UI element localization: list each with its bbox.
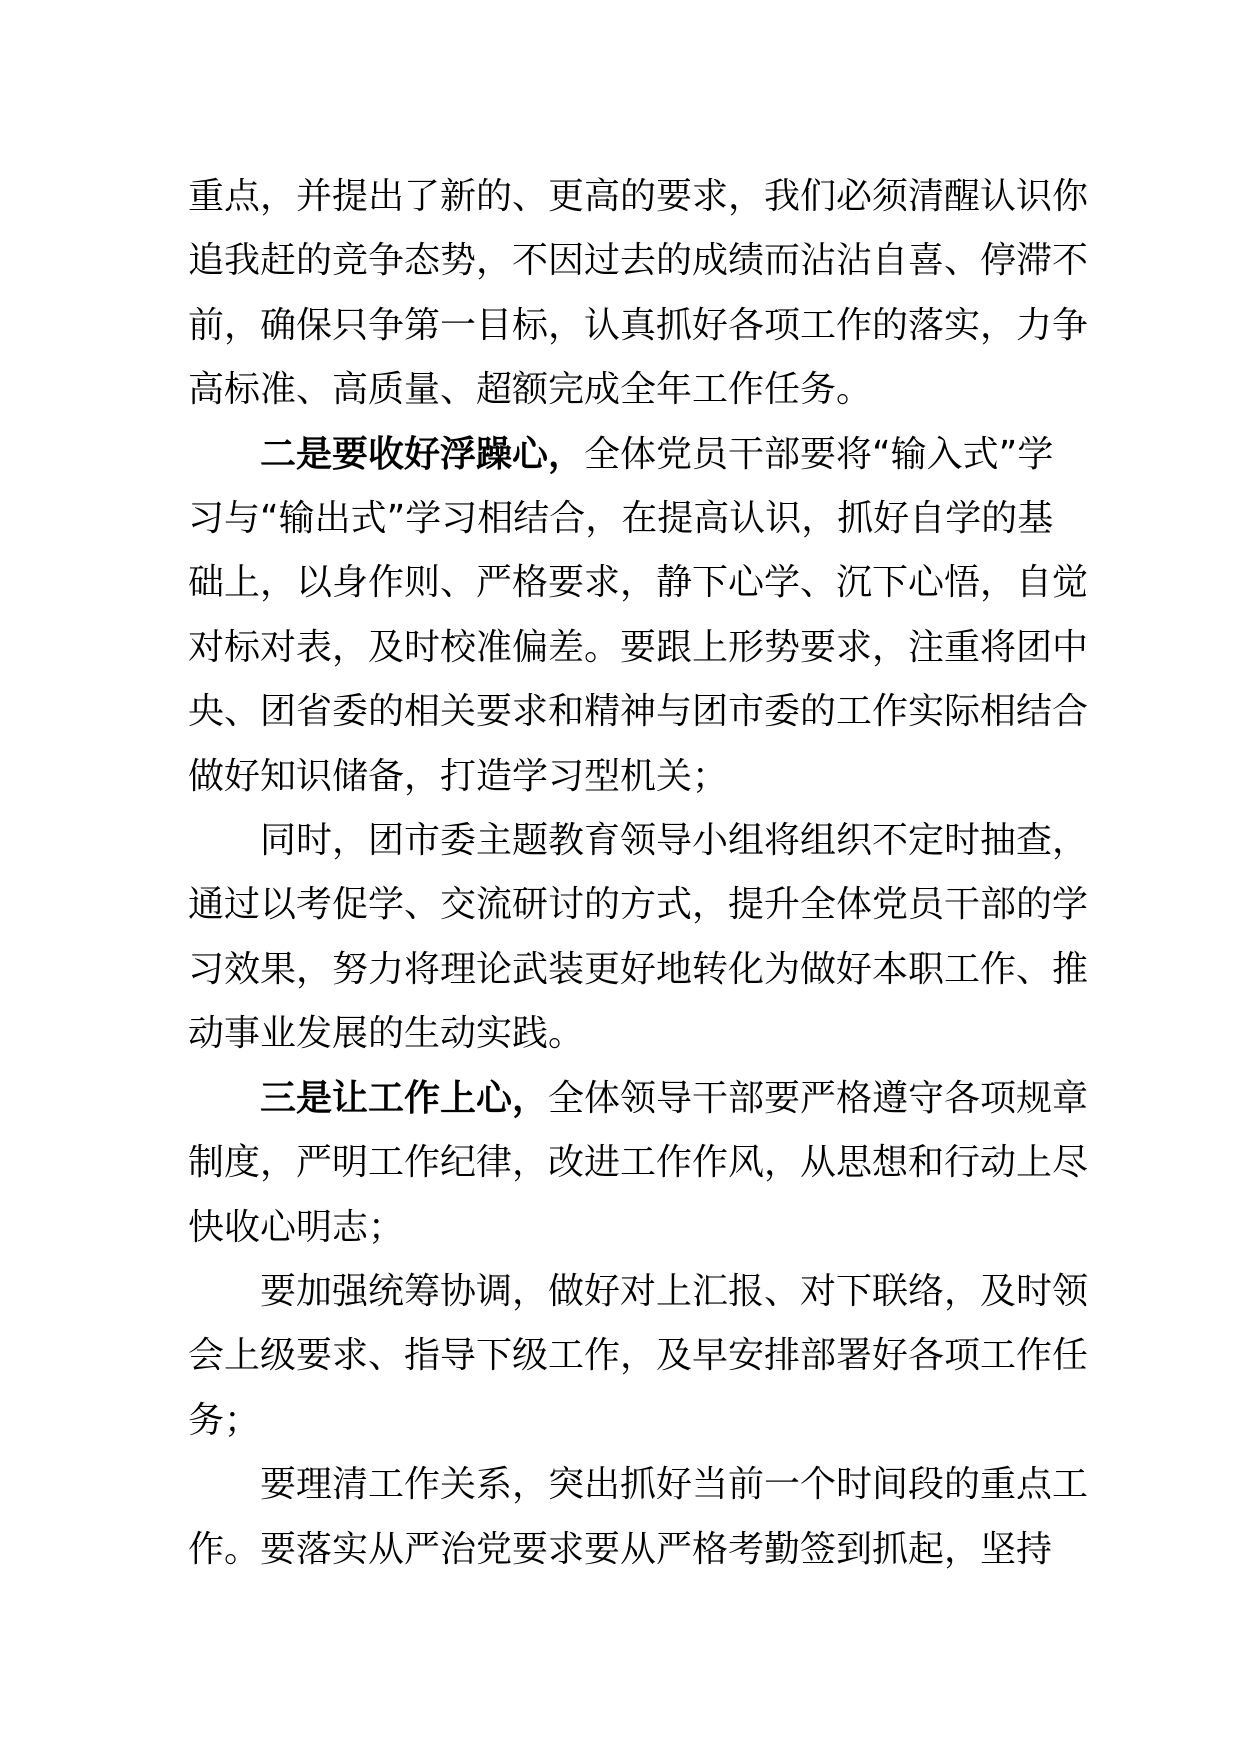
line-text: 动事业发展的生动实践。 — [188, 1013, 585, 1055]
line-text: 要理清工作关系，突出抓好当前一个时间段的重点工 — [260, 1464, 1089, 1506]
line-text: 央、团省委的相关要求和精神与团市委的工作实际相结合 — [188, 691, 1089, 733]
paragraph-line — [188, 551, 1089, 615]
paragraph-line — [188, 358, 1052, 422]
line-text: 会上级要求、指导下级工作，及早安排部署好各项工作任 — [188, 1335, 1089, 1377]
line-text: 制度，严明工作纪律，改进工作作风，从思想和行动上尽 — [188, 1142, 1089, 1184]
paragraph-line — [188, 616, 1089, 680]
paragraph-line — [188, 1260, 1089, 1324]
paragraph — [188, 1067, 1089, 1260]
line-text: 作。要落实从严治党要求要从严格考勤签到抓起，坚持 — [188, 1528, 1053, 1570]
paragraph-line — [188, 1196, 1052, 1260]
paragraph-line — [188, 1324, 1089, 1388]
line-text: 做好知识储备，打造学习型机关； — [188, 755, 729, 797]
line-text: 前，确保只争第一目标，认真抓好各项工作的落实，力争 — [188, 304, 1089, 346]
paragraph-line — [188, 1389, 1052, 1453]
paragraph-line — [188, 229, 1089, 293]
paragraph-line — [188, 873, 1089, 937]
line-text: 追我赶的竞争态势，不因过去的成绩而沾沾自喜、停滞不 — [188, 240, 1089, 282]
line-text: 通过以考促学、交流研讨的方式，提升全体党员干部的学 — [188, 884, 1089, 926]
paragraph-line — [188, 1067, 1089, 1131]
document-body — [188, 165, 1089, 1582]
line-text: 础上，以身作则、严格要求，静下心学、沉下心悟，自觉 — [188, 562, 1089, 604]
line-text: 全体党员干部要将“输入式”学 — [584, 433, 1054, 475]
line-text: 务； — [188, 1399, 261, 1441]
line-text: 重点，并提出了新的、更高的要求，我们必须清醒认识你 — [188, 176, 1089, 217]
line-text: 习效果，努力将理论武装更好地转化为做好本职工作、推 — [188, 948, 1089, 990]
paragraph-lead-heading: 二是要收好浮躁心， — [260, 433, 585, 475]
paragraph-line — [188, 1131, 1089, 1195]
line-text: 快收心明志； — [188, 1206, 405, 1248]
line-text: 要加强统筹协调，做好对上汇报、对下联络，及时领 — [260, 1270, 1089, 1312]
paragraph-line — [188, 487, 1052, 551]
paragraph-line — [188, 423, 1052, 487]
line-text: 同时，团市委主题教育领导小组将组织不定时抽查， — [260, 820, 1089, 862]
line-text: 高标准、高质量、超额完成全年工作任务。 — [188, 369, 873, 411]
line-text: 全体领导干部要严格遵守各项规章 — [548, 1077, 1089, 1119]
paragraph-line — [188, 680, 1089, 744]
paragraph — [188, 423, 1089, 809]
paragraph — [188, 1453, 1089, 1582]
line-text: 对标对表，及时校准偏差。要跟上形势要求，注重将团中 — [188, 626, 1089, 668]
paragraph-line — [188, 294, 1089, 358]
paragraph — [188, 1260, 1089, 1453]
paragraph-line — [188, 745, 1052, 809]
paragraph — [188, 809, 1089, 1067]
paragraph-line — [188, 938, 1089, 1002]
paragraph-line — [188, 1518, 1052, 1582]
line-text: 习与“输出式”学习相结合，在提高认识，抓好自学的基 — [188, 498, 1054, 540]
paragraph-line — [188, 1453, 1089, 1517]
paragraph-lead-heading: 三是让工作上心， — [260, 1077, 549, 1119]
paragraph-line — [188, 1002, 1052, 1066]
paragraph-line — [188, 809, 1089, 873]
paragraph — [188, 165, 1089, 423]
paragraph-line — [188, 165, 1089, 229]
